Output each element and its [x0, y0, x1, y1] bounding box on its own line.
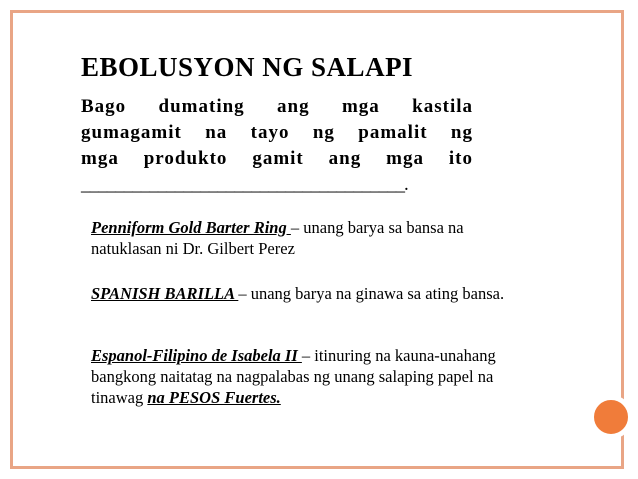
- item-description: – unang barya sa bansa na natuklasan ni Dr. Gilbert Perez: [91, 218, 464, 258]
- slide-title: EBOLUSYON NG SALAPI: [81, 52, 414, 82]
- list-item: [91, 283, 511, 304]
- item-term: Penniform Gold Barter Ring: [91, 218, 291, 237]
- item-term: SPANISH BARILLA: [91, 284, 239, 303]
- intro-line: Bago dumating ang mga kastila: [81, 96, 473, 117]
- intro-line: mga produkto gamit ang mga ito: [81, 148, 473, 169]
- intro-paragraph: [81, 94, 473, 198]
- decorative-circle-icon: [589, 395, 633, 439]
- list-item: [91, 345, 511, 408]
- item-description: – itinuring na kauna-unahang bangkong naitatag na nagpalabas ng unang salaping papel na tinawag: [91, 346, 496, 407]
- item-term: Espanol-Filipino de Isabela II: [91, 346, 302, 365]
- item-description: – unang barya na ginawa sa ating bansa.: [238, 284, 505, 303]
- fill-in-blank: ______________________________________.: [81, 174, 408, 195]
- intro-line: gumagamit na tayo ng pamalit ng: [81, 122, 473, 143]
- item-emphasis: na PESOS Fuertes.: [147, 388, 281, 407]
- list-item: [91, 217, 511, 259]
